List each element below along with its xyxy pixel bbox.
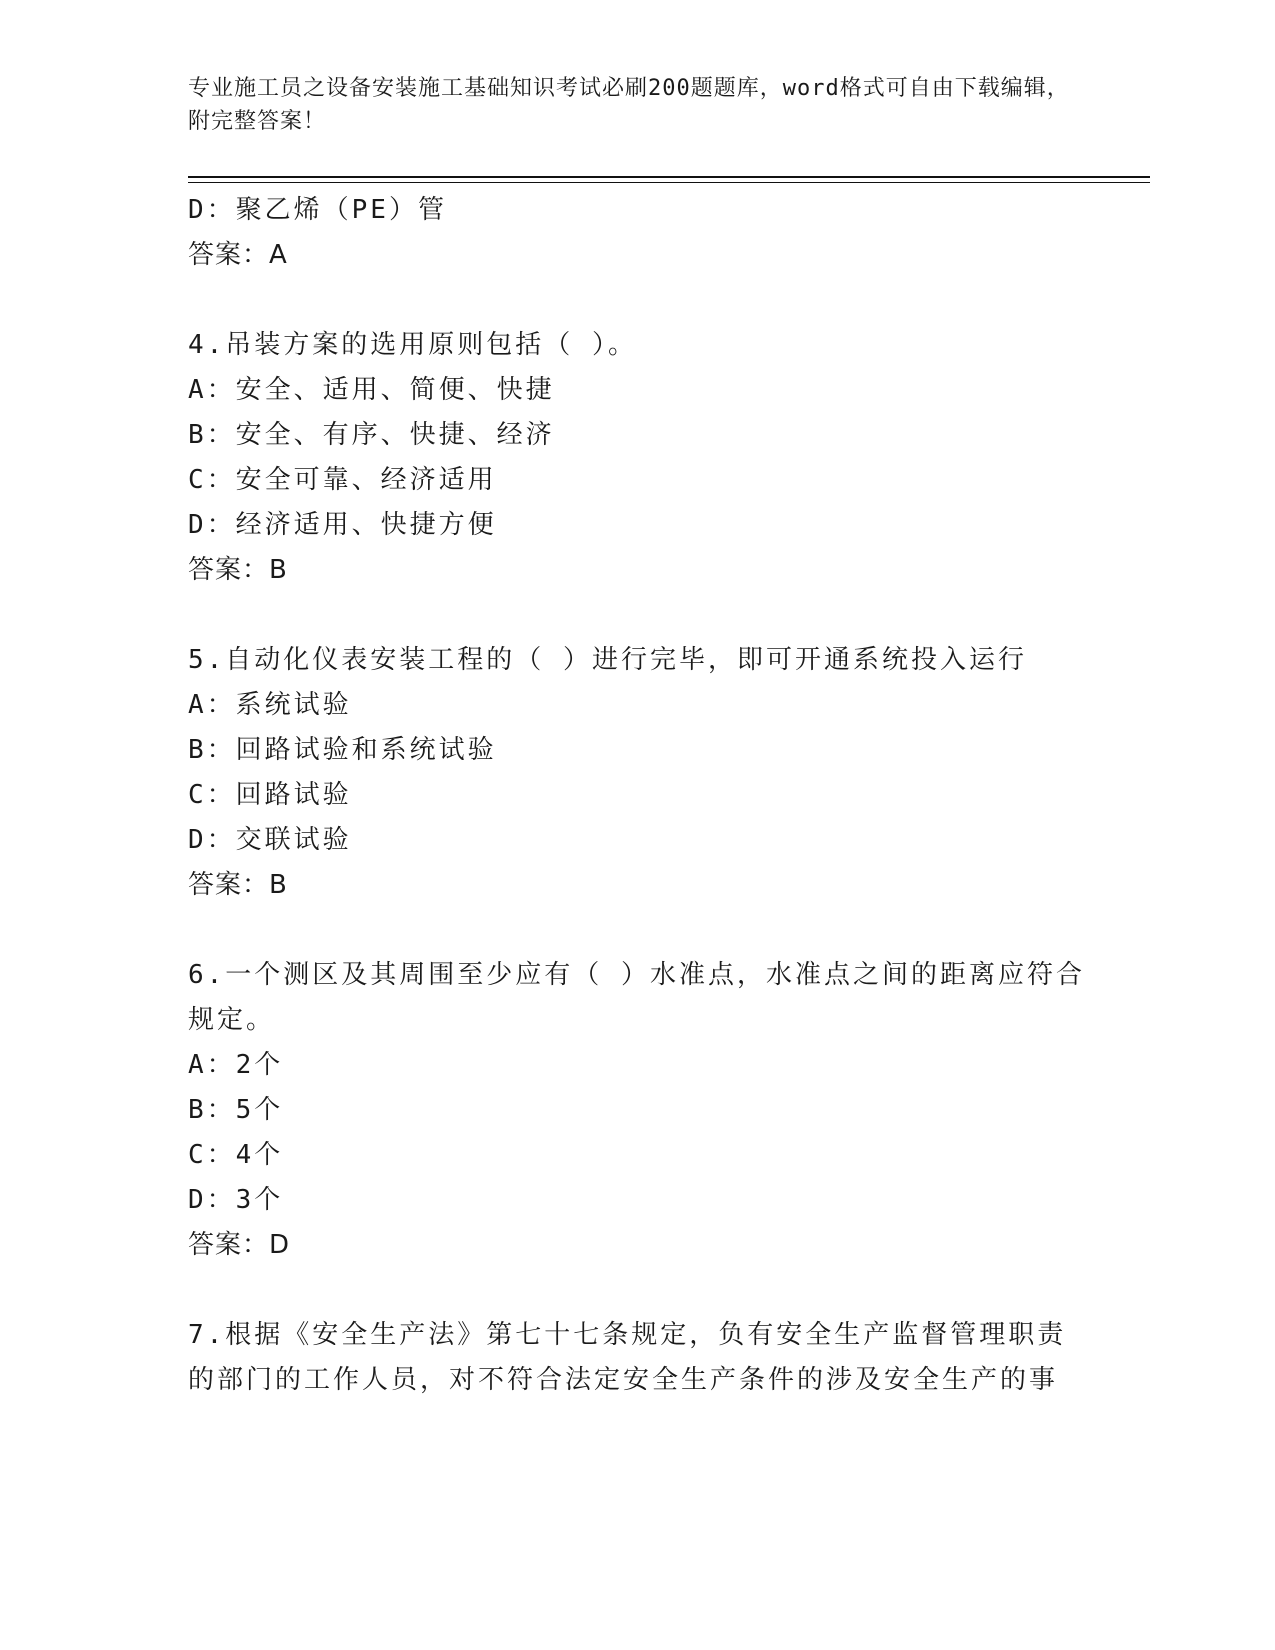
question-stem: 5.自动化仪表安装工程的（ ）进行完毕，即可开通系统投入运行 (188, 645, 1027, 675)
option-b: B：5个 (188, 1095, 284, 1125)
answer-line: 答案：B (188, 870, 288, 900)
question-block (188, 638, 1088, 908)
option-a: A：安全、适用、简便、快捷 (188, 375, 555, 405)
option-b: B：安全、有序、快捷、经济 (188, 420, 555, 450)
option-d: D：聚乙烯（PE）管 (188, 195, 447, 225)
question-list (188, 188, 1088, 1403)
header-title: 专业施工员之设备安装施工基础知识考试必刷200题题库，word格式可自由下载编辑，附完整答案！ (188, 76, 1070, 134)
question-block (188, 323, 1088, 593)
question-block (188, 953, 1088, 1268)
option-b: B：回路试验和系统试验 (188, 735, 497, 765)
option-c: C：回路试验 (188, 780, 352, 810)
answer-line: 答案：A (188, 240, 288, 270)
answer-line: 答案：D (188, 1230, 291, 1260)
option-a: A：系统试验 (188, 690, 352, 720)
option-d: D：交联试验 (188, 825, 352, 855)
option-d: D：经济适用、快捷方便 (188, 510, 497, 540)
header-divider-thin (188, 182, 1150, 183)
option-c: C：4个 (188, 1140, 284, 1170)
question-block (188, 1313, 1088, 1403)
option-a: A：2个 (188, 1050, 284, 1080)
option-c: C：安全可靠、经济适用 (188, 465, 497, 495)
answer-line: 答案：B (188, 555, 288, 585)
option-d: D：3个 (188, 1185, 284, 1215)
header-divider-thick (188, 176, 1150, 178)
document-header (188, 72, 1088, 138)
question-stem: 6.一个测区及其周围至少应有（ ）水准点，水准点之间的距离应符合规定。 (188, 960, 1085, 1035)
question-stem: 7.根据《安全生产法》第七十七条规定，负有安全生产监督管理职责的部门的工作人员，对不符合法定安全生产条件的涉及安全生产的事 (188, 1320, 1067, 1395)
question-stem: 4.吊装方案的选用原则包括（ ）。 (188, 330, 637, 360)
